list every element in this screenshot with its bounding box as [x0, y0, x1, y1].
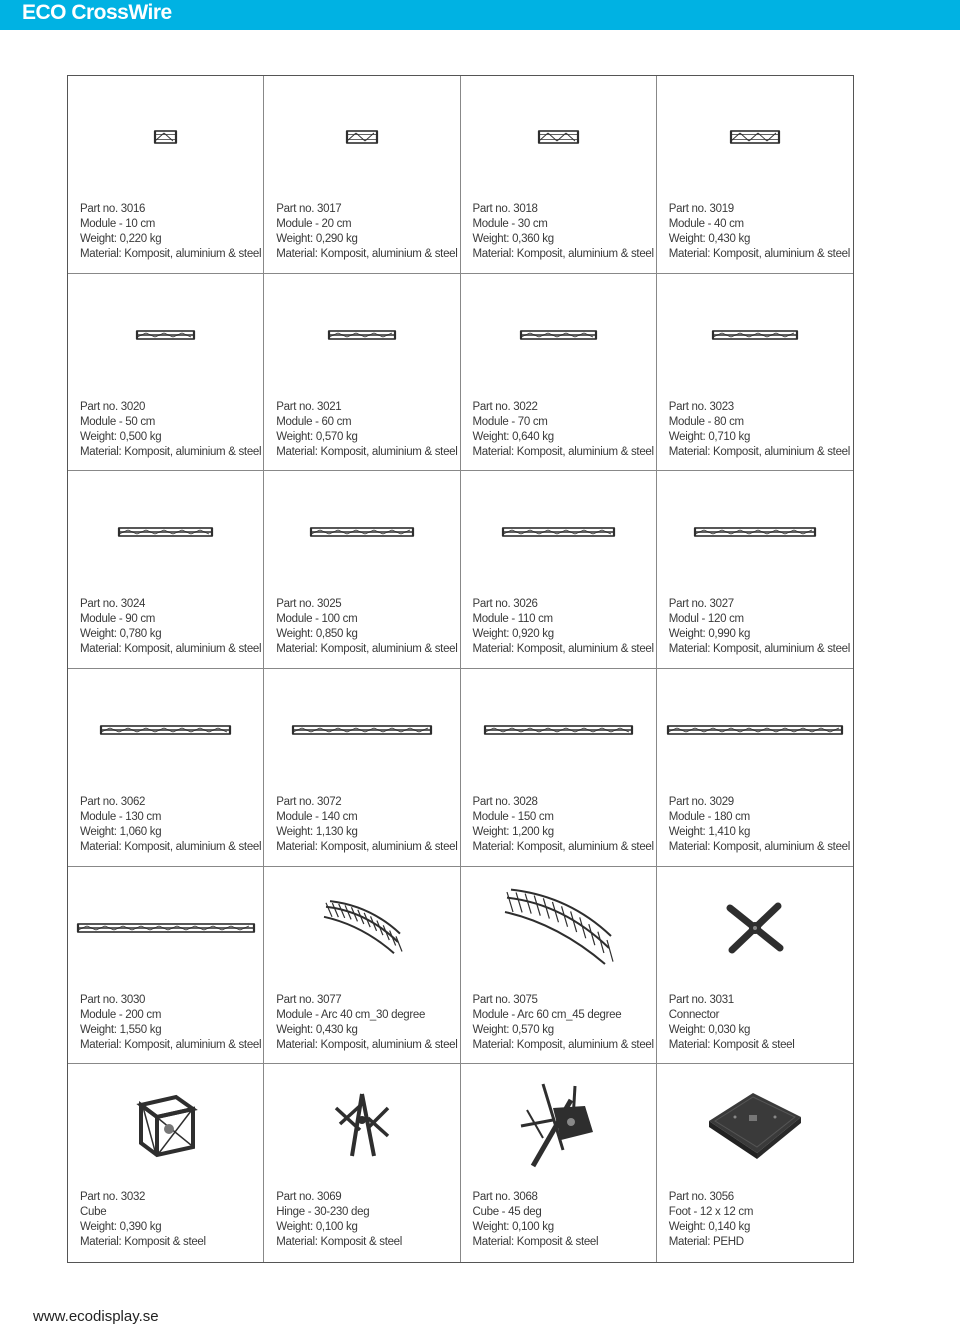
- truss-module-icon: [78, 924, 254, 932]
- part-number: Part no. 3019: [668, 203, 734, 215]
- page-title: ECO CrossWire: [22, 1, 172, 24]
- product-card: [461, 274, 657, 472]
- part-number: Part no. 3024: [80, 598, 146, 611]
- hinge-icon: [332, 1090, 392, 1160]
- product-details: [276, 597, 458, 657]
- part-number: Part no. 3069: [276, 1191, 342, 1204]
- product-image: [74, 477, 257, 587]
- product-image: [663, 280, 847, 390]
- product-description: Module - 140 cm: [276, 811, 358, 823]
- product-weight: Weight: 0,140 kg: [668, 1221, 751, 1234]
- part-number: Part no. 3028: [472, 796, 538, 808]
- product-description: Module - Arc 60 cm_45 degree: [472, 1008, 622, 1021]
- product-details: [669, 1190, 847, 1250]
- product-weight: Weight: 0,920 kg: [472, 628, 554, 641]
- product-image: [74, 675, 257, 785]
- product-material: Material: Komposit, aluminium & steel: [80, 841, 262, 853]
- part-number: Part no. 3032: [80, 1191, 146, 1204]
- part-number: Part no. 3026: [472, 598, 538, 611]
- product-image: [663, 1070, 847, 1180]
- product-description: Module - Arc 40 cm_30 degree: [276, 1008, 426, 1021]
- product-description: Module - 30 cm: [472, 218, 548, 230]
- product-description: Module - 20 cm: [276, 218, 352, 230]
- product-weight: Weight: 0,850 kg: [276, 628, 358, 641]
- product-material: Material: Komposit, aluminium & steel: [276, 1038, 458, 1051]
- product-details: [668, 597, 851, 657]
- product-description: Module - 110 cm: [472, 613, 553, 626]
- product-description: Module - 100 cm: [276, 613, 358, 626]
- product-card: [657, 76, 853, 274]
- product-card: [657, 274, 853, 472]
- part-number: Part no. 3016: [80, 203, 146, 215]
- product-image: [270, 280, 453, 390]
- product-weight: Weight: 0,500 kg: [80, 430, 162, 443]
- product-card: [68, 1064, 264, 1262]
- product-image: [270, 82, 453, 192]
- truss-module-icon: [155, 131, 176, 143]
- product-image: [663, 675, 847, 785]
- part-number: Part no. 3068: [472, 1191, 538, 1204]
- product-material: Material: Komposit, aluminium & steel: [276, 643, 458, 656]
- product-description: Module - 60 cm: [276, 415, 352, 428]
- part-number: Part no. 3025: [276, 598, 342, 611]
- product-material: Material: Komposit, aluminium & steel: [276, 841, 458, 853]
- product-weight: Weight: 0,570 kg: [472, 1023, 554, 1036]
- product-description: Module - 180 cm: [668, 811, 750, 823]
- product-description: Module - 90 cm: [80, 613, 156, 626]
- product-card: [68, 669, 264, 867]
- footer-url[interactable]: www.ecodisplay.se: [33, 1308, 159, 1325]
- truss-arc-icon: [322, 900, 402, 956]
- product-description: Foot - 12 x 12 cm: [668, 1206, 754, 1219]
- product-material: Material: Komposit, aluminium & steel: [668, 643, 851, 656]
- product-image: [467, 1070, 650, 1180]
- truss-module-icon: [503, 528, 614, 536]
- product-description: Cube: [80, 1206, 107, 1219]
- product-material: Material: Komposit, aluminium & steel: [668, 841, 851, 853]
- product-details: [473, 1190, 650, 1250]
- product-image: [270, 675, 453, 785]
- product-material: Material: Komposit, aluminium & steel: [80, 643, 262, 656]
- product-material: Material: PEHD: [668, 1236, 744, 1249]
- product-details: [472, 597, 654, 657]
- part-number: Part no. 3062: [80, 796, 146, 808]
- product-material: Material: Komposit, aluminium & steel: [80, 248, 262, 260]
- product-card: [461, 867, 657, 1065]
- product-details: [472, 795, 654, 855]
- product-card: [264, 1064, 460, 1262]
- part-number: Part no. 3027: [668, 598, 734, 611]
- product-card: [657, 1064, 853, 1262]
- product-description: Module - 40 cm: [668, 218, 744, 230]
- product-card: [461, 76, 657, 274]
- product-description: Module - 130 cm: [80, 811, 162, 823]
- product-weight: Weight: 0,430 kg: [668, 233, 751, 245]
- product-material: Material: Komposit, aluminium & steel: [472, 1038, 654, 1051]
- product-card: [264, 867, 460, 1065]
- product-details: [80, 795, 262, 855]
- product-card: [264, 76, 460, 274]
- product-card: [461, 669, 657, 867]
- truss-module-icon: [311, 528, 413, 536]
- part-number: Part no. 3029: [668, 796, 734, 808]
- product-weight: Weight: 0,100 kg: [472, 1221, 554, 1234]
- truss-module-icon: [347, 131, 377, 143]
- product-image: [270, 477, 453, 587]
- product-details: [80, 400, 262, 460]
- product-description: Module - 10 cm: [80, 218, 156, 230]
- product-material: Material: Komposit, aluminium & steel: [472, 841, 654, 853]
- part-number: Part no. 3075: [472, 993, 538, 1006]
- part-number: Part no. 3020: [80, 400, 146, 413]
- product-weight: Weight: 1,410 kg: [668, 826, 751, 838]
- product-image: [663, 873, 847, 983]
- product-image: [467, 675, 650, 785]
- truss-module-icon: [293, 726, 431, 734]
- product-image: [467, 477, 650, 587]
- truss-cube-icon: [131, 1085, 201, 1165]
- product-material: Material: Komposit & steel: [80, 1236, 206, 1249]
- part-number: Part no. 3018: [472, 203, 538, 215]
- truss-module-icon: [731, 131, 779, 143]
- product-details: [668, 202, 851, 262]
- product-material: Material: Komposit & steel: [276, 1236, 403, 1249]
- product-description: Module - 50 cm: [80, 415, 156, 428]
- product-details: [472, 993, 654, 1053]
- product-description: Modul - 120 cm: [668, 613, 744, 626]
- product-weight: Weight: 0,100 kg: [276, 1221, 358, 1234]
- product-material: Material: Komposit & steel: [668, 1038, 795, 1051]
- product-image: [467, 280, 650, 390]
- product-description: Cube - 45 deg: [472, 1206, 542, 1219]
- product-weight: Weight: 0,990 kg: [668, 628, 751, 641]
- product-image: [74, 82, 257, 192]
- product-details: [80, 597, 262, 657]
- truss-module-icon: [329, 331, 395, 339]
- part-number: Part no. 3031: [668, 993, 734, 1006]
- product-material: Material: Komposit & steel: [472, 1236, 599, 1249]
- part-number: Part no. 3056: [668, 1191, 734, 1204]
- product-weight: Weight: 0,220 kg: [80, 233, 162, 245]
- product-card: [461, 1064, 657, 1262]
- product-weight: Weight: 1,550 kg: [80, 1023, 162, 1036]
- product-image: [663, 477, 847, 587]
- part-number: Part no. 3077: [276, 993, 342, 1006]
- product-weight: Weight: 0,290 kg: [276, 233, 358, 245]
- truss-module-icon: [485, 726, 632, 734]
- product-weight: Weight: 0,390 kg: [80, 1221, 162, 1234]
- product-card: [264, 471, 460, 669]
- part-number: Part no. 3023: [668, 400, 734, 413]
- part-number: Part no. 3021: [276, 400, 342, 413]
- product-image: [467, 82, 650, 192]
- product-image: [74, 873, 257, 983]
- part-number: Part no. 3017: [276, 203, 342, 215]
- part-number: Part no. 3072: [276, 796, 342, 808]
- product-weight: Weight: 0,570 kg: [276, 430, 358, 443]
- product-material: Material: Komposit, aluminium & steel: [472, 248, 654, 260]
- product-weight: Weight: 0,360 kg: [472, 233, 554, 245]
- product-card: [68, 76, 264, 274]
- product-image: [74, 280, 257, 390]
- product-weight: Weight: 0,430 kg: [276, 1023, 358, 1036]
- truss-module-icon: [668, 726, 842, 734]
- truss-module-icon: [137, 331, 194, 339]
- product-image: [663, 82, 847, 192]
- truss-arc-icon: [503, 888, 613, 968]
- product-details: [472, 400, 654, 460]
- product-details: [80, 993, 262, 1053]
- product-description: Connector: [668, 1008, 720, 1021]
- product-image: [270, 873, 453, 983]
- product-details: [276, 202, 458, 262]
- product-weight: Weight: 0,030 kg: [668, 1023, 751, 1036]
- product-image: [467, 873, 650, 983]
- header-bar: [0, 0, 960, 30]
- product-material: Material: Komposit, aluminium & steel: [276, 248, 458, 260]
- product-card: [68, 867, 264, 1065]
- product-card: [68, 274, 264, 472]
- part-number: Part no. 3022: [472, 400, 538, 413]
- product-material: Material: Komposit, aluminium & steel: [276, 445, 458, 458]
- product-image: [74, 1070, 257, 1180]
- truss-module-icon: [101, 726, 230, 734]
- part-number: Part no. 3030: [80, 993, 146, 1006]
- product-weight: Weight: 0,780 kg: [80, 628, 162, 641]
- product-details: [472, 202, 654, 262]
- product-details: [276, 795, 458, 855]
- product-details: [669, 993, 847, 1053]
- product-material: Material: Komposit, aluminium & steel: [80, 1038, 262, 1051]
- product-weight: Weight: 1,130 kg: [276, 826, 358, 838]
- product-card: [264, 669, 460, 867]
- product-material: Material: Komposit, aluminium & steel: [80, 445, 262, 458]
- product-weight: Weight: 1,200 kg: [472, 826, 554, 838]
- product-material: Material: Komposit, aluminium & steel: [668, 248, 851, 260]
- product-weight: Weight: 0,710 kg: [668, 430, 751, 443]
- product-grid: [67, 75, 854, 1263]
- product-material: Material: Komposit, aluminium & steel: [472, 643, 654, 656]
- product-description: Module - 80 cm: [668, 415, 744, 428]
- product-details: [80, 1190, 257, 1250]
- product-details: [276, 1190, 453, 1250]
- foot-plate-icon: [705, 1087, 805, 1163]
- product-card: [657, 471, 853, 669]
- product-description: Hinge - 30-230 deg: [276, 1206, 370, 1219]
- product-details: [276, 400, 458, 460]
- product-details: [80, 202, 262, 262]
- product-card: [461, 471, 657, 669]
- product-card: [264, 274, 460, 472]
- product-card: [68, 471, 264, 669]
- cube-45-icon: [513, 1080, 603, 1170]
- truss-module-icon: [539, 131, 578, 143]
- product-weight: Weight: 0,640 kg: [472, 430, 554, 443]
- product-weight: Weight: 1,060 kg: [80, 826, 162, 838]
- product-card: [657, 867, 853, 1065]
- truss-module-icon: [695, 528, 815, 536]
- product-details: [276, 993, 458, 1053]
- truss-module-icon: [521, 331, 596, 339]
- product-details: [668, 400, 851, 460]
- connector-cross-icon: [720, 898, 790, 958]
- product-material: Material: Komposit, aluminium & steel: [472, 445, 654, 458]
- product-image: [270, 1070, 453, 1180]
- truss-module-icon: [713, 331, 797, 339]
- product-details: [668, 795, 851, 855]
- truss-module-icon: [119, 528, 212, 536]
- product-description: Module - 200 cm: [80, 1008, 162, 1021]
- product-description: Module - 70 cm: [472, 415, 548, 428]
- product-description: Module - 150 cm: [472, 811, 554, 823]
- product-material: Material: Komposit, aluminium & steel: [668, 445, 851, 458]
- product-card: [657, 669, 853, 867]
